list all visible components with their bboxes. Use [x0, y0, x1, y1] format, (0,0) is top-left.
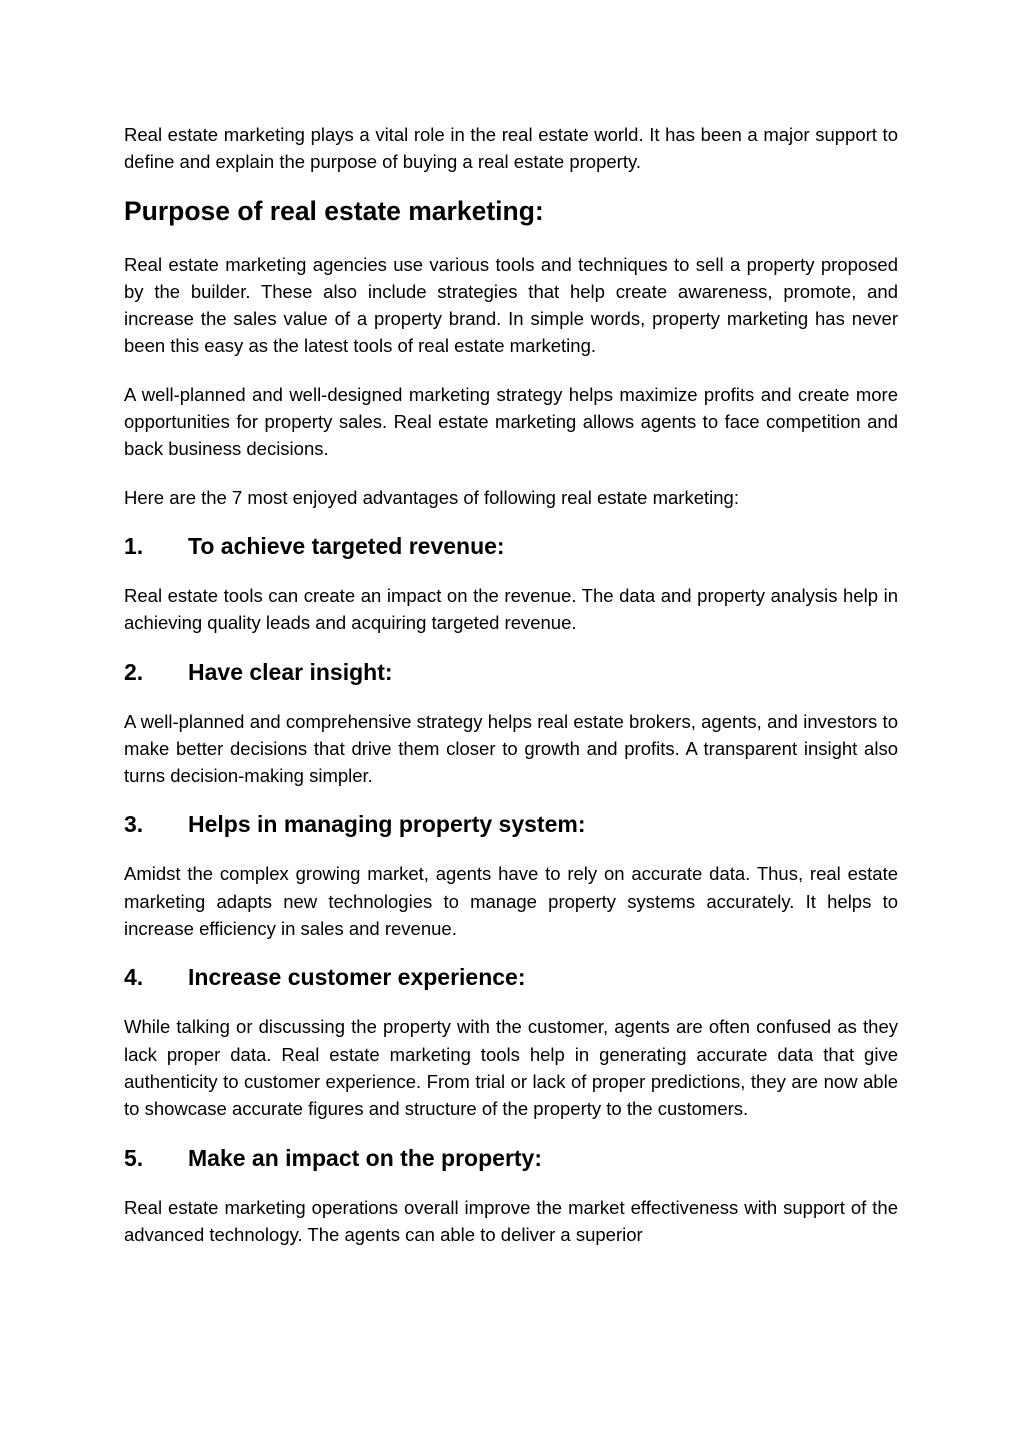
- advantage-number: 5.: [124, 1144, 144, 1171]
- advantage-title: To achieve targeted revenue:: [188, 532, 505, 559]
- advantage-number: 1.: [124, 532, 144, 559]
- document-page: [124, 121, 898, 1248]
- purpose-paragraph-2: A well-planned and well-designed marketing strategy helps maximize profits and create more opportunities for property sales. Real estate marketing allows agents to face competition and back business decisions.: [124, 383, 898, 460]
- purpose-paragraph-1: Real estate marketing agencies use various tools and techniques to sell a property proposed by the builder. These also include strategies that help create awareness, promote, and increase the sales value of a property brand. In simple words, property marketing has never been this easy as the latest tools of real estate marketing.: [124, 253, 898, 357]
- advantage-title: Increase customer experience:: [188, 964, 526, 991]
- advantage-body-2: A well-planned and comprehensive strategy helps real estate brokers, agents, and investors to make better decisions that drive them closer to growth and profits. A transparent insight also turns decision-making simpler.: [124, 710, 898, 787]
- intro-paragraph: Real estate marketing plays a vital role in the real estate world. It has been a major support to define and explain the purpose of buying a real estate property.: [124, 124, 898, 173]
- advantage-body-5: Real estate marketing operations overall improve the market effectiveness with support of the advanced technology. The agents can able to deliver a superior: [124, 1196, 898, 1245]
- advantage-body-4: While talking or discussing the property with the customer, agents are often confused as they lack proper data. Real estate marketing tools help in generating accurate data that give authenticity to customer experience. From trial or lack of proper predictions, they are now able to showcase accurate figures and structure of the property to the customers.: [124, 1016, 898, 1120]
- advantage-number: 4.: [124, 964, 144, 991]
- advantage-number: 3.: [124, 811, 144, 838]
- advantage-heading-5: [124, 1144, 898, 1172]
- advantage-title: Helps in managing property system:: [188, 811, 586, 838]
- advantage-number: 2.: [124, 658, 144, 685]
- advantage-body-3: Amidst the complex growing market, agents have to rely on accurate data. Thus, real estate marketing adapts new technologies to manage property systems accurately. It helps to increase efficiency in sales and revenue.: [124, 863, 898, 940]
- advantage-body-1: Real estate tools can create an impact on the revenue. The data and property analysis help in achieving quality leads and acquiring targeted revenue.: [124, 584, 898, 634]
- advantage-title: Make an impact on the property:: [188, 1144, 543, 1171]
- advantage-title: Have clear insight:: [188, 658, 393, 685]
- advantage-heading-3: [124, 810, 898, 838]
- purpose-paragraph-3: Here are the 7 most enjoyed advantages of following real estate marketing:: [124, 486, 739, 508]
- advantage-heading-2: [124, 658, 898, 686]
- purpose-heading: Purpose of real estate marketing:: [124, 195, 544, 226]
- advantage-heading-4: [124, 963, 898, 991]
- advantage-heading-1: [124, 532, 898, 560]
